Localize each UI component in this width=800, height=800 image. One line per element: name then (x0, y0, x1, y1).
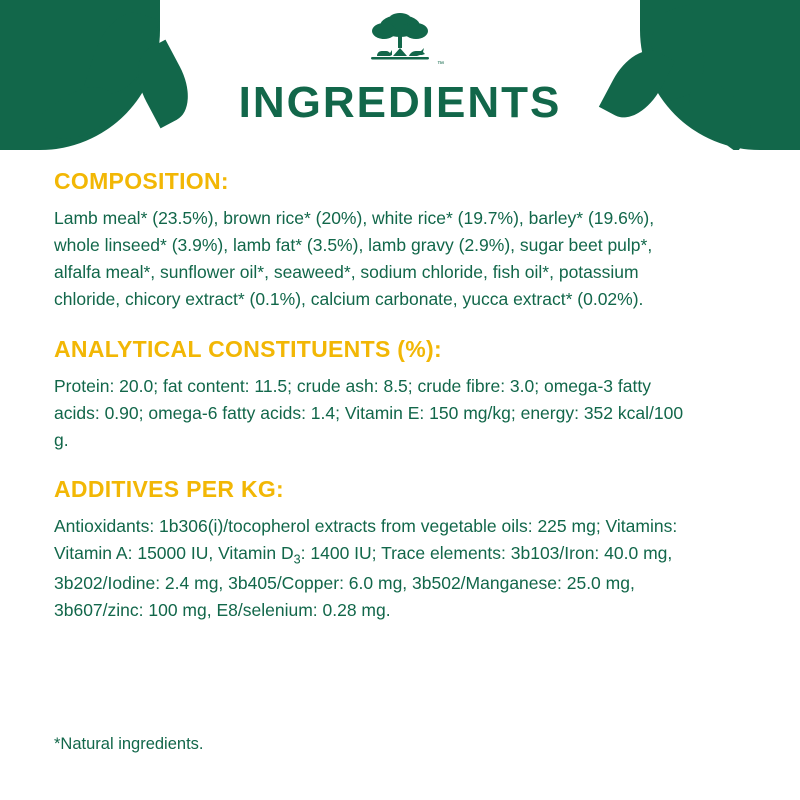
additives-text-part1: Antioxidants: 1b306(i)/tocopherol extracts from vegetable oils: 225 mg; Vitamins: Vitamin A: 15000 IU, Vitamin D (54, 515, 678, 563)
section-body-composition: Lamb meal* (23.5%), brown rice* (20%), white rice* (19.7%), barley* (19.6%), whole linseed* (3.9%), lamb fat* (3.5%), lamb gravy (2.9%), sugar beet pulp*, alfalfa meal*, sunflower oil*, seaweed*, sodium chloride, fish oil*, potassium chloride, chicory extract* (0.1%), calcium carbonate, yucca extract* (0.02%). (54, 208, 655, 310)
additives-text-part2: : 1400 IU; Trace elements: 3b103/Iron: 40.0 mg, 3b202/Iodine: 2.4 mg, 3b405/Copper: 6.0 mg, 3b502/Manganese: 25.0 mg, 3b607/zinc: 100 mg, E8/selenium: 0.28 mg. (54, 543, 673, 621)
section-body-analytical-constituents: Protein: 20.0; fat content: 11.5; crude ash: 8.5; crude fibre: 3.0; omega-3 fatty acids: 0.90; omega-6 fatty acids: 1.4; Vitamin E: 150 mg/kg; energy: 352 kcal/100 g. (54, 375, 684, 450)
section-additives-per-kg (54, 476, 754, 624)
trademark-symbol: ™ (437, 61, 444, 68)
section-title-analytical-constituents: ANALYTICAL CONSTITUENTS (%): (54, 335, 442, 362)
section-title-additives-per-kg: ADDITIVES PER KG: (54, 475, 285, 502)
section-title-composition: COMPOSITION: (54, 168, 229, 194)
tree-with-animals-logo-icon (354, 12, 446, 74)
section-analytical-constituents (54, 336, 754, 454)
section-composition (54, 168, 754, 314)
additives-subscript: 3 (293, 552, 301, 567)
page-title: INGREDIENTS (238, 78, 562, 127)
ingredients-content (54, 168, 754, 646)
section-body-additives-per-kg (54, 513, 694, 624)
footnote-natural-ingredients: *Natural ingredients. (54, 735, 204, 753)
